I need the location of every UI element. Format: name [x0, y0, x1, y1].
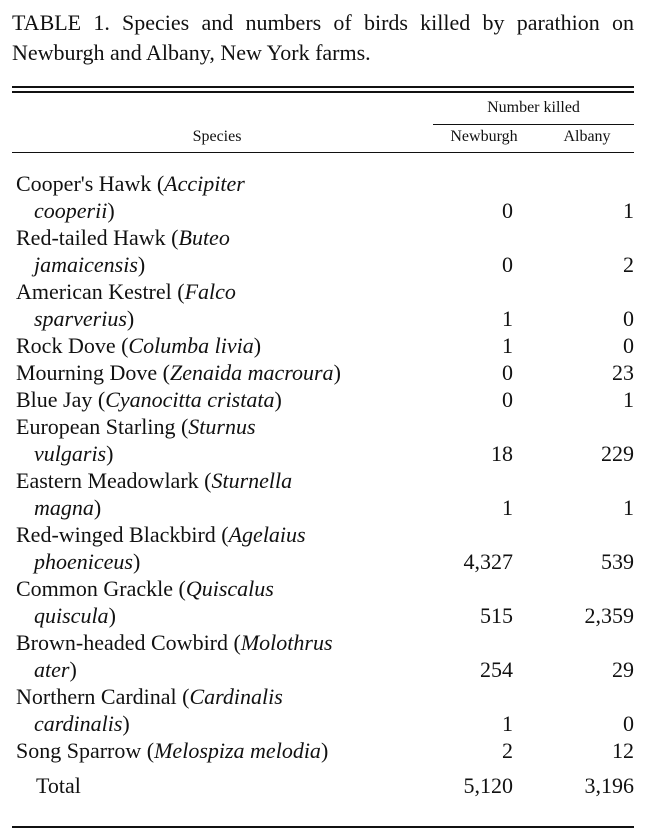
common-name: American Kestrel ( [16, 279, 185, 304]
table-row [16, 413, 634, 467]
species-line [16, 683, 436, 710]
close-paren: ) [69, 657, 77, 682]
table-row [16, 521, 634, 575]
close-paren: ) [333, 360, 341, 385]
close-paren: ) [108, 603, 116, 628]
table-row [16, 332, 634, 359]
close-paren: ) [126, 306, 135, 331]
top-rule [12, 86, 634, 88]
close-paren: ) [137, 252, 146, 277]
close-paren: ) [122, 711, 130, 736]
species-name [16, 224, 436, 278]
species-line-continued [16, 251, 436, 278]
scientific-name: Accipiter [164, 171, 245, 196]
newburgh-count: 1 [502, 495, 513, 520]
species-name [16, 413, 436, 467]
albany-count: 1 [623, 198, 634, 223]
table-caption: TABLE 1. Species and numbers of birds killed by parathion on Newburgh and Albany, New York farms. [12, 10, 634, 65]
scientific-name: Sturnus [188, 414, 256, 439]
newburgh-count: 0 [502, 387, 513, 412]
table-row [16, 359, 634, 386]
common-name: European Starling ( [16, 414, 189, 439]
close-paren: ) [106, 441, 114, 466]
species-line-continued [16, 440, 436, 467]
scientific-name: Zenaida macroura [169, 360, 334, 385]
newburgh-count: 1 [502, 306, 513, 331]
species-line-continued [16, 305, 436, 332]
total-label-cell [16, 772, 436, 799]
albany-count: 0 [623, 711, 634, 736]
albany-count: 539 [601, 549, 634, 574]
species-line [16, 629, 436, 656]
newburgh-count: 4,327 [463, 549, 513, 574]
header-rule [12, 152, 634, 153]
table-row [16, 737, 634, 764]
scientific-name-continued: cooperii [34, 198, 108, 223]
species-name [16, 467, 436, 521]
scientific-name: Agelaius [228, 522, 306, 547]
bottom-rule [12, 826, 634, 828]
close-paren: ) [320, 738, 329, 763]
scientific-name: Molothrus [240, 630, 333, 655]
species-name [16, 683, 436, 737]
newburgh-count: 0 [502, 252, 513, 277]
table-row [16, 386, 634, 413]
scientific-name-continued: jamaicensis [34, 252, 138, 277]
albany-header: Albany [563, 128, 611, 145]
common-name: Brown-headed Cowbird ( [16, 630, 241, 655]
scientific-name: Cyanocitta cristata [105, 387, 275, 412]
common-name: Common Grackle ( [16, 576, 186, 601]
species-line [16, 467, 436, 494]
common-name: Rock Dove ( [16, 333, 129, 358]
newburgh-header: Newburgh [450, 128, 518, 145]
close-paren: ) [253, 333, 262, 358]
newburgh-count: 18 [491, 441, 513, 466]
close-paren: ) [274, 387, 282, 412]
scientific-name-continued: magna [34, 495, 94, 520]
total-row [16, 772, 634, 799]
newburgh-count: 2 [502, 738, 513, 763]
scientific-name-continued: ater [34, 657, 70, 682]
species-line [16, 359, 436, 386]
albany-count: 2 [623, 252, 634, 277]
species-line-continued [16, 197, 436, 224]
newburgh-count: 1 [502, 711, 513, 736]
species-name [16, 359, 436, 386]
table-row [16, 629, 634, 683]
table-row [16, 683, 634, 737]
scientific-name-continued: vulgaris [34, 441, 107, 466]
scientific-name: Cardinalis [189, 684, 283, 709]
species-header: Species [192, 128, 242, 145]
table-row [16, 278, 634, 332]
species-line [16, 332, 436, 359]
scientific-name: Buteo [178, 225, 230, 250]
common-name: Eastern Meadowlark ( [16, 468, 212, 493]
newburgh-count: 1 [502, 333, 513, 358]
species-line [16, 170, 436, 197]
scientific-name-continued: phoeniceus [34, 549, 133, 574]
newburgh-count: 0 [502, 198, 513, 223]
scientific-name-continued: cardinalis [34, 711, 123, 736]
common-name: Red-winged Blackbird ( [16, 522, 229, 547]
species-name [16, 278, 436, 332]
common-name: Song Sparrow ( [16, 738, 155, 763]
species-line [16, 521, 436, 548]
albany-count: 1 [623, 387, 634, 412]
scientific-name-continued: sparverius [34, 306, 127, 331]
albany-count: 0 [623, 333, 634, 358]
table-row [16, 170, 634, 224]
species-line-continued [16, 548, 436, 575]
newburgh-count: 0 [502, 360, 513, 385]
close-paren: ) [132, 549, 141, 574]
species-name [16, 521, 436, 575]
common-name: Blue Jay ( [16, 387, 106, 412]
common-name: Cooper's Hawk ( [16, 171, 165, 196]
scientific-name: Columba livia [128, 333, 254, 358]
common-name: Mourning Dove ( [16, 360, 170, 385]
group-rule [433, 124, 634, 125]
table-row [16, 467, 634, 521]
species-line [16, 413, 436, 440]
table-body [16, 170, 634, 799]
species-name [16, 629, 436, 683]
newburgh-count: 254 [480, 657, 513, 682]
species-line [16, 224, 436, 251]
species-line-continued [16, 494, 436, 521]
species-name [16, 575, 436, 629]
total-label: Total [36, 773, 81, 798]
close-paren: ) [93, 495, 102, 520]
species-name [16, 332, 436, 359]
albany-count: 12 [612, 738, 634, 763]
close-paren: ) [107, 198, 115, 223]
species-line [16, 278, 436, 305]
table-row [16, 575, 634, 629]
total-albany: 3,196 [584, 773, 634, 798]
common-name: Red-tailed Hawk ( [16, 225, 179, 250]
species-line [16, 737, 436, 764]
albany-count: 229 [601, 441, 634, 466]
common-name: Northern Cardinal ( [16, 684, 190, 709]
table-row [16, 224, 634, 278]
species-name [16, 386, 436, 413]
top-rule-double [12, 91, 634, 93]
scientific-name: Falco [184, 279, 236, 304]
species-line-continued [16, 656, 436, 683]
number-killed-header: Number killed [487, 99, 580, 116]
albany-count: 23 [612, 360, 634, 385]
species-name [16, 737, 436, 764]
newburgh-count: 515 [480, 603, 513, 628]
species-name [16, 170, 436, 224]
species-line-continued [16, 602, 436, 629]
species-line-continued [16, 710, 436, 737]
scientific-name: Melospiza melodia [154, 738, 321, 763]
total-newburgh: 5,120 [463, 773, 513, 798]
scientific-name: Sturnella [211, 468, 293, 493]
scientific-name-continued: quiscula [34, 603, 109, 628]
albany-count: 1 [623, 495, 634, 520]
species-line [16, 386, 436, 413]
species-line [16, 575, 436, 602]
albany-count: 29 [612, 657, 634, 682]
albany-count: 0 [623, 306, 634, 331]
scientific-name: Quiscalus [185, 576, 274, 601]
albany-count: 2,359 [584, 603, 634, 628]
